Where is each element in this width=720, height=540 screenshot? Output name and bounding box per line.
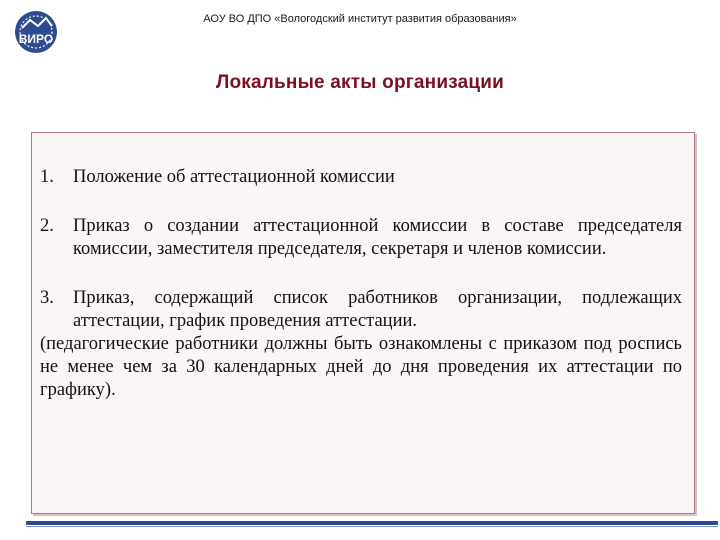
document-list xyxy=(40,166,682,402)
list-item-text: Приказ о создании аттестационной комиссии в составе председателя комиссии, заместителя председателя, секретаря и членов комиссии. xyxy=(73,216,682,259)
list-item-number: 2. xyxy=(40,216,54,236)
footer-divider-thin xyxy=(26,526,718,527)
list-item-2 xyxy=(40,215,682,261)
list-item-number: 3. xyxy=(40,288,54,308)
organization-header: АОУ ВО ДПО «Вологодский институт развития образования» xyxy=(203,13,517,25)
list-item-number: 1. xyxy=(40,167,54,187)
list-item-text: Положение об аттестационной комиссии xyxy=(73,167,395,187)
list-item-1 xyxy=(40,166,682,189)
list-item-3 xyxy=(40,287,682,333)
note-text: (педагогические работники должны быть ознакомлены с приказом под роспись не менее чем за 30 календарных дней до дня проведения их аттестации по графику). xyxy=(40,334,682,400)
footer-divider xyxy=(26,521,718,525)
list-item-text: Приказ, содержащий список работников организации, подлежащих аттестации, график проведения аттестации. xyxy=(73,288,682,331)
logo-text: ВИРО xyxy=(18,32,54,46)
page-title: Локальные акты организации xyxy=(215,72,505,93)
